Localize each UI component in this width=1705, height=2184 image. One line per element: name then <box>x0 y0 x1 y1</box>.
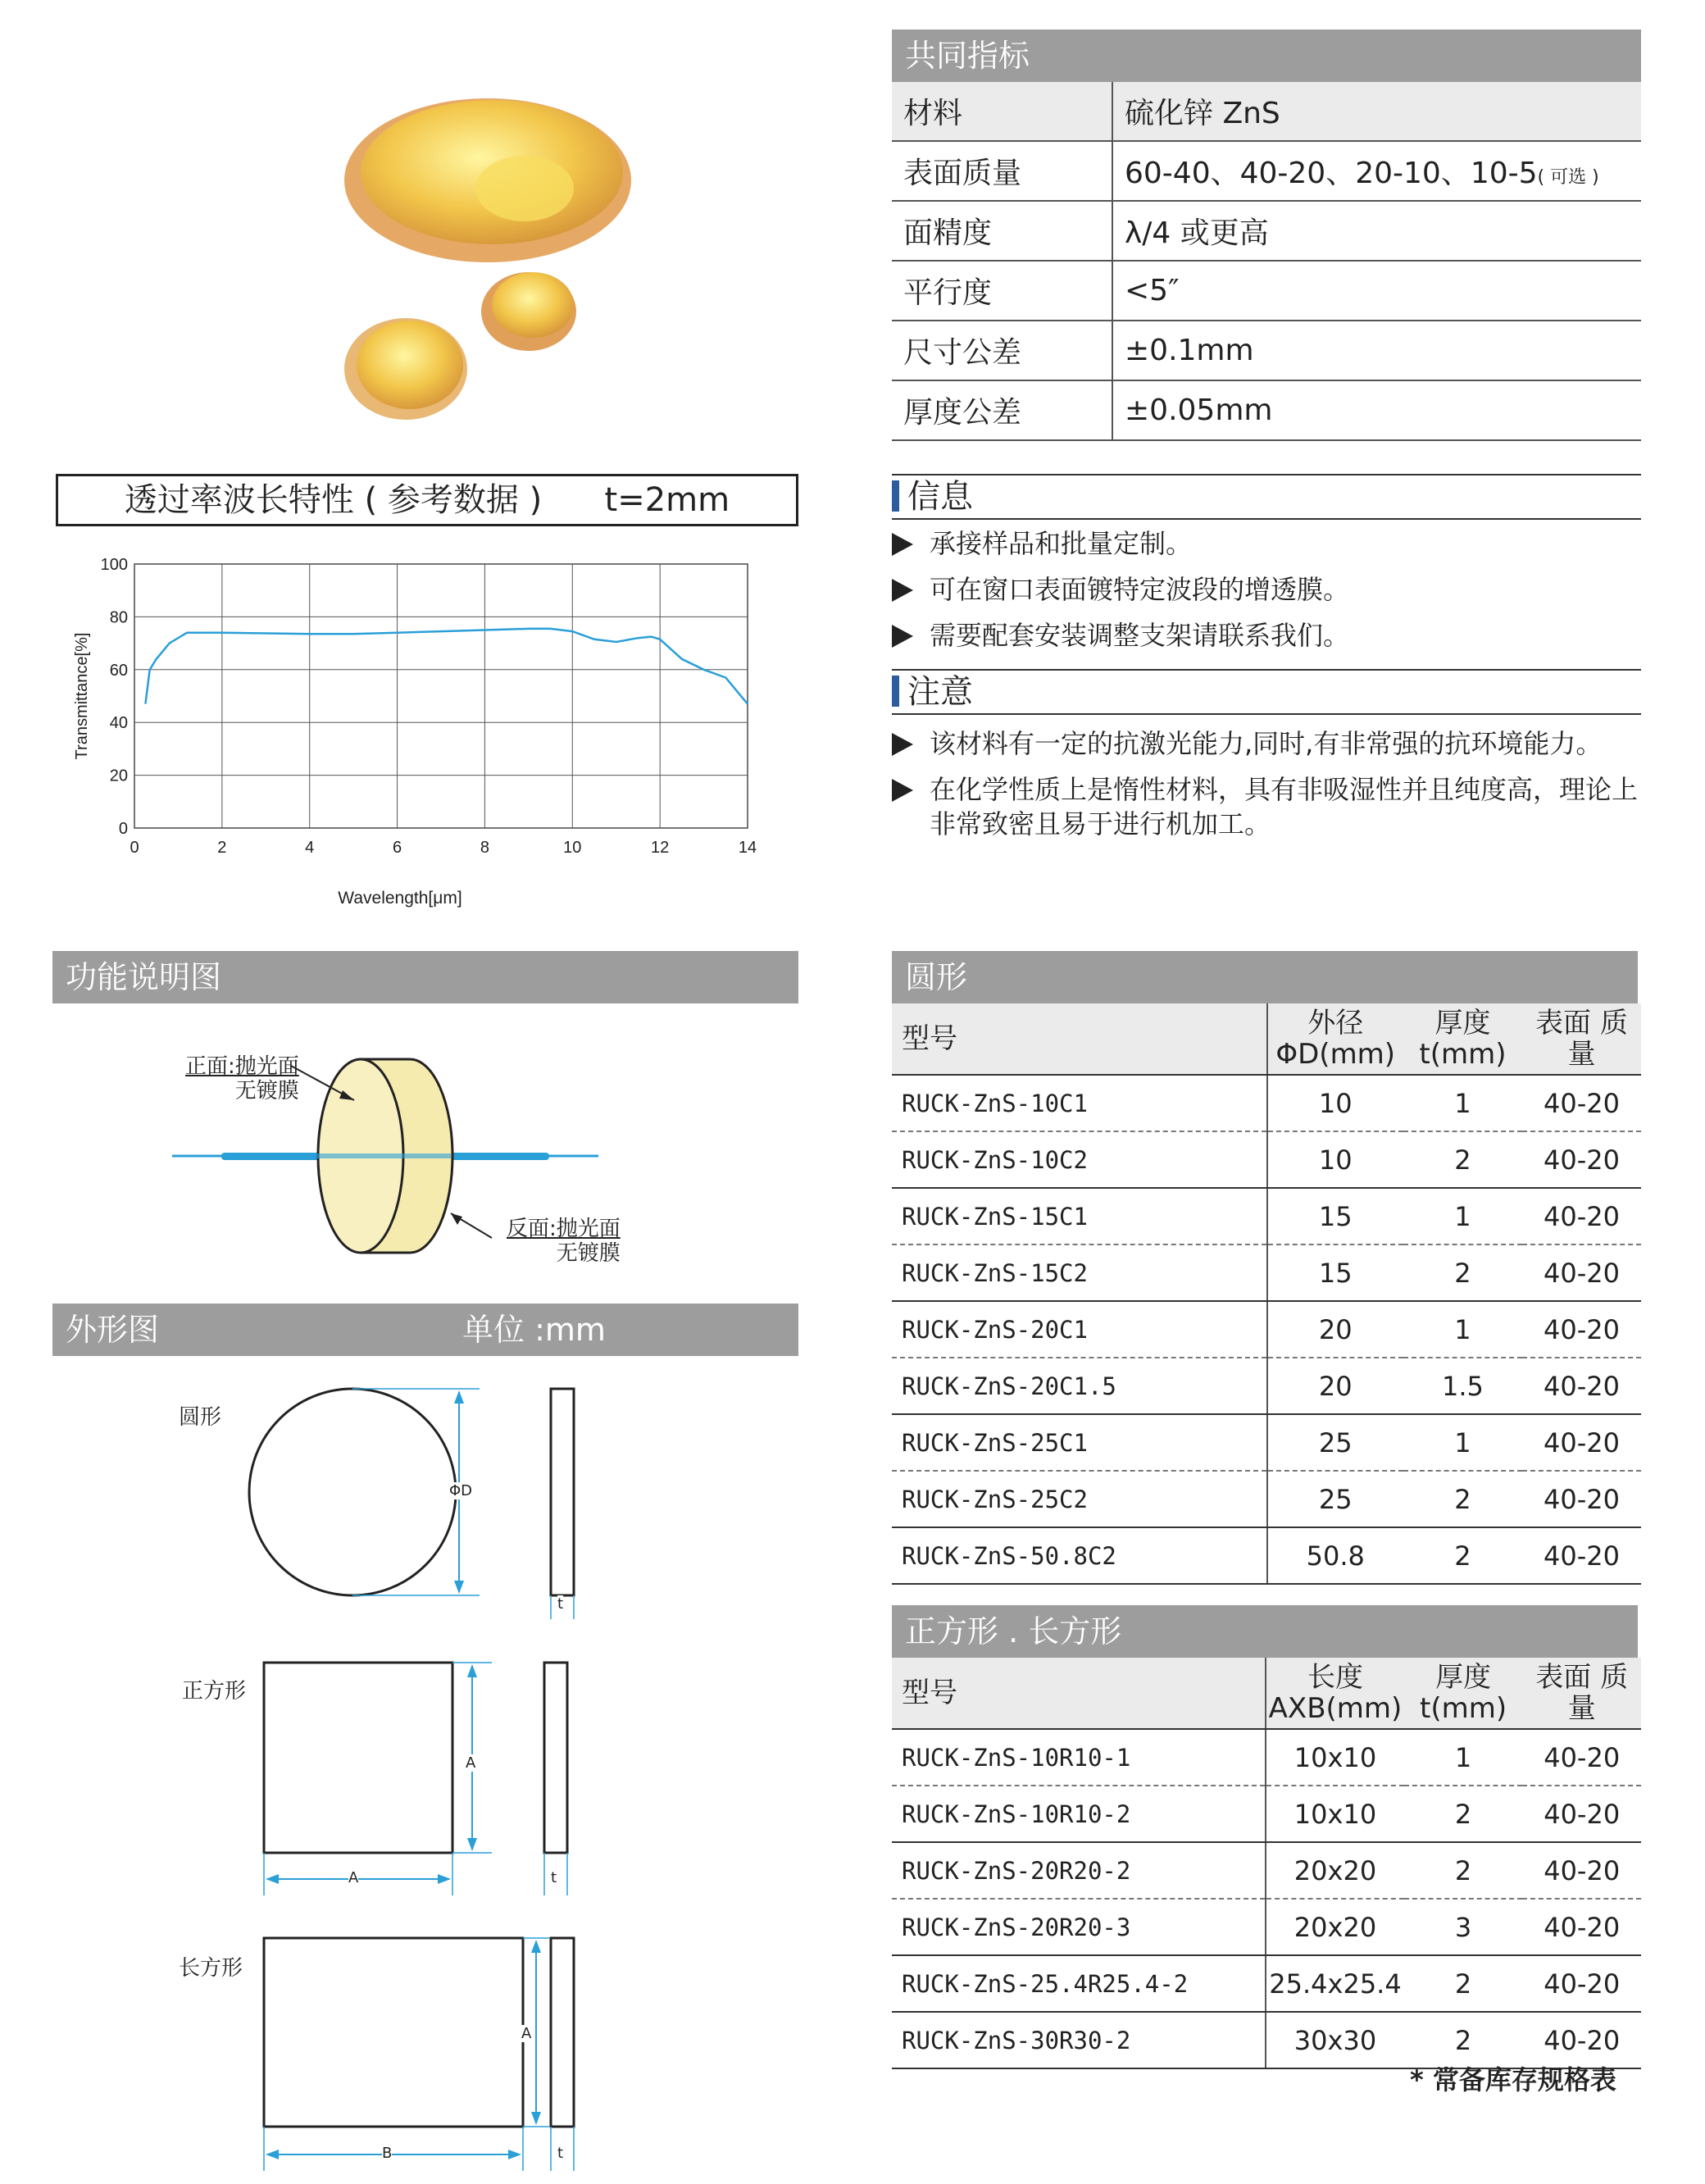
triangle-bullet-icon <box>892 779 913 802</box>
square-table <box>892 1658 1641 2069</box>
triangle-bullet-icon <box>892 579 913 602</box>
spec-value: <5″ <box>1112 261 1641 321</box>
thickness-cell: 1 <box>1404 1729 1523 1786</box>
y-tick-label: 60 <box>109 661 128 680</box>
round-table-header: 圆形 <box>892 951 1638 1003</box>
table-row <box>892 1471 1641 1527</box>
spec-key: 厚度公差 <box>892 380 1112 440</box>
spec-header: 共同指标 <box>892 30 1641 82</box>
quality-cell: 40-20 <box>1522 1414 1641 1471</box>
quality-cell: 40-20 <box>1522 1729 1641 1786</box>
x-tick-label: 4 <box>305 839 315 857</box>
table-row <box>892 1131 1641 1188</box>
spec-value: ±0.1mm <box>1112 321 1641 380</box>
notice-item: 在化学性质上是惰性材料，具有非吸湿性并且纯度高，理论上非常致密且易于进行机加工。 <box>892 772 1641 841</box>
plot-frame <box>134 564 748 828</box>
triangle-bullet-icon <box>892 733 913 756</box>
table-row <box>892 1075 1641 1131</box>
notice-item: 该材料有一定的抗激光能力,同时,有非常强的抗环境能力。 <box>892 726 1641 761</box>
transmittance-chart <box>56 541 793 935</box>
thickness-cell: 1 <box>1403 1188 1522 1244</box>
transmittance-line <box>145 629 748 704</box>
spec-row <box>892 261 1641 321</box>
chart-title: 透过率波长特性 ( 参考数据 ) t=2mm <box>56 474 798 526</box>
quality-cell: 40-20 <box>1522 1131 1641 1188</box>
y-axis-label: Transmittance[%] <box>73 632 91 760</box>
side-a-dim: A <box>521 2025 532 2042</box>
square-drawing <box>254 1656 582 1902</box>
square-table-header: 正方形 . 长方形 <box>892 1605 1638 1658</box>
table-row <box>892 1301 1641 1358</box>
thickness-cell: 3 <box>1404 1899 1523 1955</box>
quality-cell: 40-20 <box>1522 1955 1641 2012</box>
diameter-cell: 25 <box>1267 1414 1403 1471</box>
x-tick-label: 0 <box>130 839 139 857</box>
spec-value: 60-40、40-20、20-10、10-5( 可选 ) <box>1112 141 1641 201</box>
x-tick-label: 12 <box>651 839 670 857</box>
quality-cell: 40-20 <box>1522 1527 1641 1584</box>
table-row <box>892 1899 1641 1955</box>
rect-drawing <box>254 1931 582 2177</box>
y-tick-label: 80 <box>109 608 128 627</box>
spec-row <box>892 380 1641 440</box>
info-item: 需要配套安装调整支架请联系我们。 <box>892 618 1641 653</box>
model-cell: RUCK-ZnS-20C1 <box>892 1301 1267 1358</box>
width-a-dim: A <box>348 1869 359 1886</box>
section-marker-icon <box>892 676 899 707</box>
product-photo <box>328 90 639 435</box>
spec-table <box>892 82 1641 441</box>
x-tick-label: 10 <box>563 839 582 857</box>
model-cell: RUCK-ZnS-25.4R25.4-2 <box>892 1955 1266 2012</box>
quality-cell: 40-20 <box>1522 1075 1641 1131</box>
spec-value: 硫化锌 ZnS <box>1112 82 1641 141</box>
table-row <box>892 1842 1641 1899</box>
round-drawing <box>246 1385 590 1623</box>
col-thickness: 厚度 t(mm) <box>1404 1658 1523 1729</box>
model-cell: RUCK-ZnS-15C1 <box>892 1188 1267 1244</box>
section-marker-icon <box>892 480 899 512</box>
thickness-cell: 2 <box>1404 2012 1523 2068</box>
model-cell: RUCK-ZnS-20R20-3 <box>892 1899 1266 1955</box>
thickness-cell: 2 <box>1403 1244 1522 1301</box>
diameter-cell: 15 <box>1267 1188 1403 1244</box>
function-header: 功能说明图 <box>52 951 798 1003</box>
table-row <box>892 1955 1641 2012</box>
spec-row <box>892 141 1641 201</box>
thickness-cell: 2 <box>1403 1131 1522 1188</box>
length-cell: 25.4x25.4 <box>1266 1955 1404 2012</box>
spec-key: 面精度 <box>892 201 1112 261</box>
col-quality: 表面 质量 <box>1522 1003 1641 1075</box>
thickness-cell: 2 <box>1404 1786 1523 1842</box>
col-model: 型号 <box>892 1003 1267 1075</box>
diameter-cell: 15 <box>1267 1244 1403 1301</box>
model-cell: RUCK-ZnS-50.8C2 <box>892 1527 1267 1584</box>
y-tick-label: 0 <box>118 820 128 838</box>
col-diameter: 外径 ΦD(mm) <box>1267 1003 1403 1075</box>
model-cell: RUCK-ZnS-10C2 <box>892 1131 1267 1188</box>
y-tick-label: 100 <box>100 556 128 574</box>
thickness-cell: 2 <box>1403 1471 1522 1527</box>
spec-row <box>892 201 1641 261</box>
round-table <box>892 1003 1641 1585</box>
diameter-cell: 20 <box>1267 1358 1403 1414</box>
spec-value: λ/4 或更高 <box>1112 201 1641 261</box>
y-tick-label: 40 <box>109 714 128 733</box>
length-cell: 20x20 <box>1266 1842 1404 1899</box>
quality-cell: 40-20 <box>1522 1842 1641 1899</box>
footnote: * 常备库存规格表 <box>1410 2064 1616 2095</box>
thickness-cell: 2 <box>1404 1955 1523 2012</box>
thickness-cell: 1 <box>1403 1301 1522 1358</box>
table-row <box>892 1244 1641 1301</box>
model-cell: RUCK-ZnS-10R10-2 <box>892 1786 1266 1842</box>
info-item: 承接样品和批量定制。 <box>892 526 1641 561</box>
spec-key: 尺寸公差 <box>892 321 1112 380</box>
diameter-cell: 10 <box>1267 1075 1403 1131</box>
thickness-cell: 1 <box>1403 1414 1522 1471</box>
table-row <box>892 1188 1641 1244</box>
diameter-dim: ΦD <box>449 1482 473 1499</box>
diameter-cell: 20 <box>1267 1301 1403 1358</box>
quality-cell: 40-20 <box>1522 1786 1641 1842</box>
quality-cell: 40-20 <box>1522 1358 1641 1414</box>
quality-cell: 40-20 <box>1522 1471 1641 1527</box>
length-cell: 10x10 <box>1266 1786 1404 1842</box>
info-item: 可在窗口表面镀特定波段的增透膜。 <box>892 572 1641 607</box>
spec-row <box>892 321 1641 380</box>
diameter-cell: 25 <box>1267 1471 1403 1527</box>
y-tick-label: 20 <box>109 767 128 785</box>
thickness-dim: t <box>557 2145 564 2162</box>
info-heading: 信息 <box>892 474 1641 520</box>
rect-label: 长方形 <box>179 1956 243 1981</box>
model-cell: RUCK-ZnS-15C2 <box>892 1244 1267 1301</box>
col-quality: 表面 质量 <box>1522 1658 1641 1729</box>
model-cell: RUCK-ZnS-20R20-2 <box>892 1842 1266 1899</box>
thickness-dim: t <box>551 1869 557 1886</box>
spec-value: ±0.05mm <box>1112 380 1641 440</box>
side-a-dim: A <box>466 1754 476 1772</box>
width-b-dim: B <box>382 2145 393 2162</box>
thickness-cell: 2 <box>1403 1527 1522 1584</box>
length-cell: 30x30 <box>1266 2012 1404 2068</box>
col-model: 型号 <box>892 1658 1266 1729</box>
quality-cell: 40-20 <box>1522 1899 1641 1955</box>
col-thickness: 厚度 t(mm) <box>1403 1003 1522 1075</box>
diameter-cell: 10 <box>1267 1131 1403 1188</box>
model-cell: RUCK-ZnS-30R30-2 <box>892 2012 1266 2068</box>
table-header-row <box>892 1003 1641 1075</box>
thickness-cell: 1.5 <box>1403 1358 1522 1414</box>
spec-key: 材料 <box>892 82 1112 141</box>
x-axis-label: Wavelength[μm] <box>338 889 462 908</box>
spec-row <box>892 82 1641 141</box>
x-tick-label: 8 <box>480 839 489 857</box>
outline-header: 外形图 单位 :mm <box>52 1304 798 1356</box>
diameter-cell: 50.8 <box>1267 1527 1403 1584</box>
spec-key: 表面质量 <box>892 141 1112 201</box>
table-header-row <box>892 1658 1641 1729</box>
model-cell: RUCK-ZnS-10R10-1 <box>892 1729 1266 1786</box>
thickness-cell: 1 <box>1403 1075 1522 1131</box>
notice-heading: 注意 <box>892 669 1641 715</box>
optional-note: ( 可选 ) <box>1537 167 1599 188</box>
square-label: 正方形 <box>182 1679 247 1704</box>
table-row <box>892 1527 1641 1584</box>
table-row <box>892 1729 1641 1786</box>
quality-cell: 40-20 <box>1522 1188 1641 1244</box>
quality-cell: 40-20 <box>1522 1301 1641 1358</box>
col-length: 长度 AXB(mm) <box>1266 1658 1404 1729</box>
round-label: 圆形 <box>179 1405 222 1430</box>
length-cell: 20x20 <box>1266 1899 1404 1955</box>
thickness-dim: t <box>557 1595 564 1613</box>
back-label: 反面:抛光面 无镀膜 <box>507 1217 621 1266</box>
table-row <box>892 1786 1641 1842</box>
triangle-bullet-icon <box>892 533 913 556</box>
model-cell: RUCK-ZnS-20C1.5 <box>892 1358 1267 1414</box>
triangle-bullet-icon <box>892 625 913 648</box>
quality-cell: 40-20 <box>1522 2012 1641 2068</box>
length-cell: 10x10 <box>1266 1729 1404 1786</box>
table-row <box>892 1414 1641 1471</box>
quality-cell: 40-20 <box>1522 1244 1641 1301</box>
thickness-cell: 2 <box>1404 1842 1523 1899</box>
x-tick-label: 14 <box>738 839 757 857</box>
front-label: 正面:抛光面 无镀膜 <box>185 1054 299 1103</box>
x-tick-label: 2 <box>217 839 227 857</box>
model-cell: RUCK-ZnS-25C2 <box>892 1471 1267 1527</box>
spec-key: 平行度 <box>892 261 1112 321</box>
x-tick-label: 6 <box>393 839 402 857</box>
model-cell: RUCK-ZnS-10C1 <box>892 1075 1267 1131</box>
table-row <box>892 1358 1641 1414</box>
model-cell: RUCK-ZnS-25C1 <box>892 1414 1267 1471</box>
